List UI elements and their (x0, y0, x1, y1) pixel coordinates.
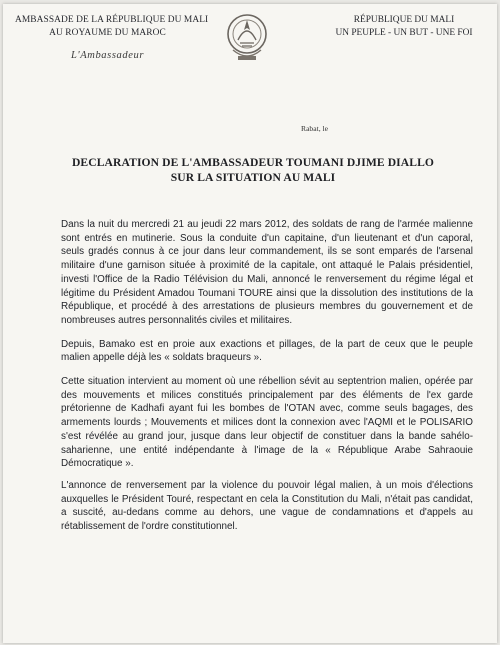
embassy-header (15, 14, 209, 61)
republic-header (329, 14, 479, 40)
mali-coat-of-arms-icon (224, 10, 270, 66)
paragraph: L'annonce de renversement par la violence du pouvoir légal malien, à un mois d'élections auxquelles le Président Touré, respectant en cela la Constitution du Mali, n'était pas candidat, a suscité, au-dedans comme au dehors, une vague de condamnations et d'appels au rétablissement de l'ordre constitutionnel. (61, 479, 473, 533)
ambassador-signature: L'Ambassadeur (70, 50, 145, 61)
declaration-title (43, 155, 463, 185)
title-line-1: DECLARATION DE L'AMBASSADEUR TOUMANI DJIME DIALLO (71, 156, 435, 169)
title-line-2: SUR LA SITUATION AU MALI (170, 171, 336, 184)
place-date: Rabat, le (301, 124, 328, 133)
national-motto: UN PEUPLE - UN BUT - UNE FOI (335, 28, 473, 38)
declaration-body (61, 218, 473, 544)
embassy-country: AU ROYAUME DU MAROC (49, 28, 166, 38)
paragraph: Depuis, Bamako est en proie aux exactions et pillages, de la part de ceux que le peuple malien appelle déjà les « soldats braqueurs ». (61, 338, 473, 364)
letter-page (3, 4, 497, 643)
paragraph: Cette situation intervient au moment où une rébellion sévit au septentrion malien, opérée par des mouvements et milices constitués principalement par des éléments de l'ex garde prétorienne de Kadhafi ayant fui les bombes de l'OTAN avec, comme seuls bagages, des armements lourds ; Mouvements et milices dont la connexion avec l'AQMI et le POLISARIO s'est révélée au grand jour, jusque dans leur objectif de constituer dans la bande sahélo-saharienne, une entité indépendante à l'image de la « République Arabe Sahraouie Démocratique ». (61, 376, 473, 470)
embassy-name: AMBASSADE DE LA RÉPUBLIQUE DU MALI (15, 15, 209, 25)
republic-name: RÉPUBLIQUE DU MALI (353, 15, 455, 25)
paragraph: Dans la nuit du mercredi 21 au jeudi 22 mars 2012, des soldats de rang de l'armée malienne sont entrés en mutinerie. Sous la conduite d'un capitaine, d'un lieutenant et d'un caporal, seuls gradés connus à ce jour dans leur commandement, ils se sont emparés de l'arsenal militaire d'une garnison située à proximité de la capitale, ont attaqué le Palais présidentiel, investi l'Office de la Radio Télévision du Mali, annoncé le renversement du régime légal et légitime du Président Amadou Toumani TOURE ainsi que la dissolution des institutions de la République, et procédé à des arrestations de plusieurs membres du gouvernement et de nombreuses autres personnalités civiles et militaires. (61, 219, 473, 326)
